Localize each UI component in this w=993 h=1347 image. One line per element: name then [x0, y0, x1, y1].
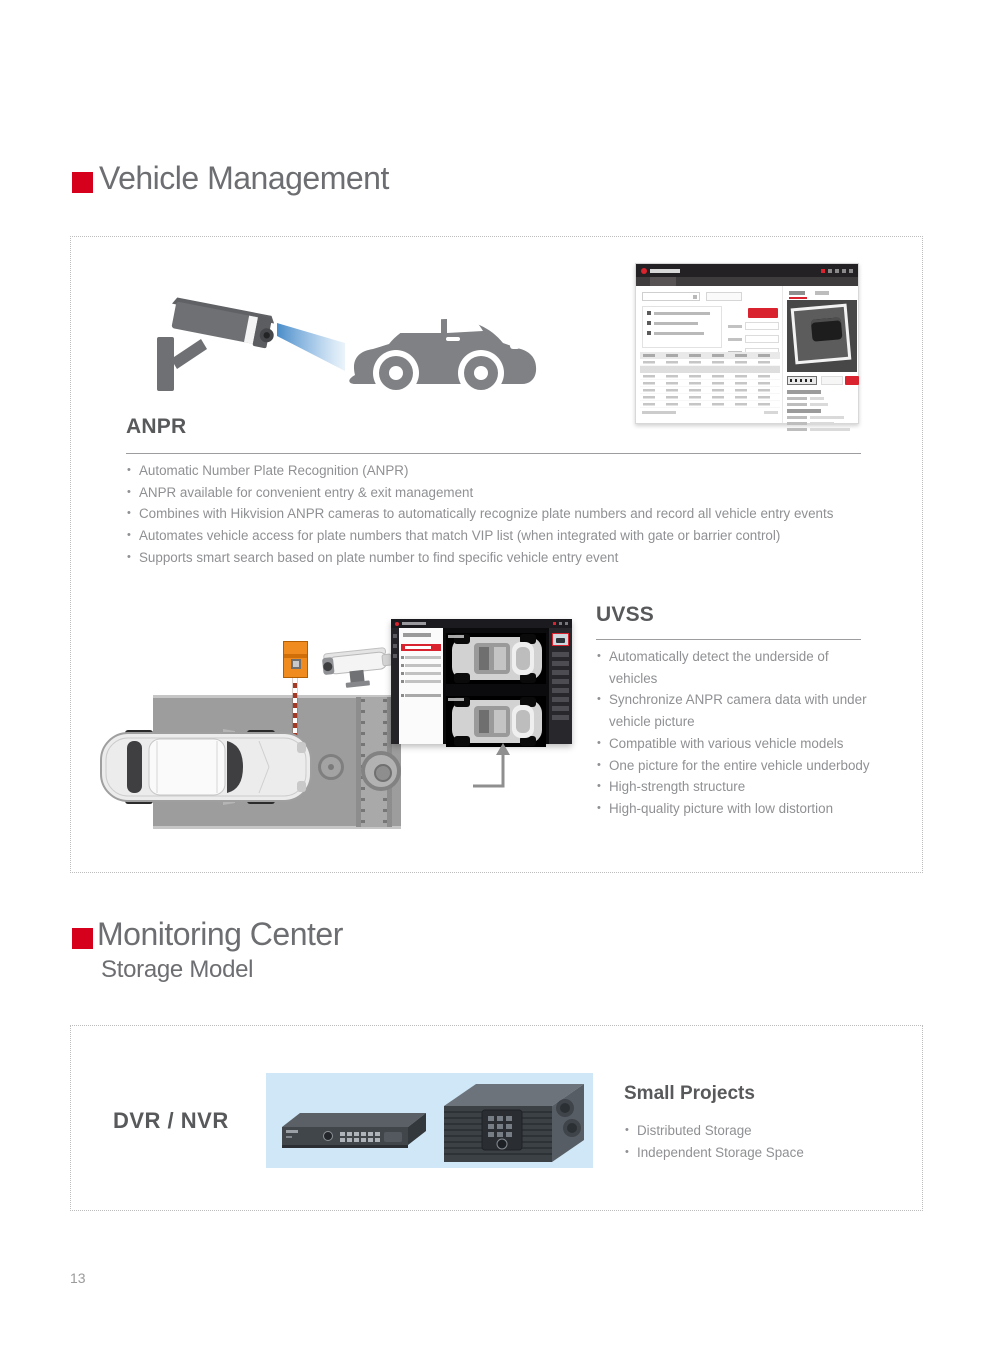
time-select: [706, 292, 742, 301]
search-input: [642, 292, 700, 301]
camera-tree-panel: [399, 628, 443, 744]
uvss-divider: [596, 639, 861, 640]
bullet-item: • Automates vehicle access for plate numbers that match VIP list (when integrated with gate or barrier control): [126, 525, 916, 547]
page-number: 13: [70, 1270, 86, 1286]
screenshot-titlebar: [636, 264, 858, 277]
small-projects-heading: Small Projects: [624, 1083, 755, 1104]
app-logo-icon: [641, 268, 647, 274]
road-fixture: [318, 754, 344, 780]
anpr-software-screenshot: [635, 263, 859, 424]
toolbar-icon: [565, 622, 568, 625]
bullet-item: • One picture for the entire vehicle underbody: [596, 755, 874, 777]
screenshot-titlebar: [391, 619, 572, 628]
vehicle-photo: [787, 300, 857, 372]
app-logo-icon: [395, 622, 399, 626]
storage-model-panel: [70, 1025, 923, 1211]
section-subtitle-storage-model: Storage Model: [101, 956, 254, 983]
app-name-text: [650, 269, 680, 273]
active-tab: [650, 277, 676, 286]
bullet-item: • High-strength structure: [596, 776, 874, 798]
underbody-image-2: [446, 696, 546, 747]
bullet-item: • Compatible with various vehicle models: [596, 733, 874, 755]
dvr-nvr-label: DVR / NVR: [113, 1108, 229, 1133]
detail-panel: [782, 286, 858, 423]
alarm-icon: [553, 622, 556, 625]
alarm-icon: [821, 269, 825, 273]
uvss-software-screenshot: [391, 619, 572, 744]
toolbar-icon: [828, 269, 832, 273]
app-name-text: [402, 622, 426, 625]
table-header: [640, 352, 780, 359]
section-bullet-icon: [72, 172, 93, 193]
plate-field: [821, 376, 843, 385]
vehicle-management-panel: [70, 236, 923, 873]
section-bullet-icon: [72, 928, 93, 949]
uvss-scanner-camera: [361, 751, 401, 791]
car-side-icon: [349, 309, 536, 396]
bullet-item: • Independent Storage Space: [624, 1142, 904, 1164]
car-top-view-graphic: [99, 729, 314, 805]
vehicle-details: [787, 390, 859, 434]
barrier-gate-graphic: [283, 641, 308, 678]
selected-tree-item: [401, 644, 441, 651]
underbody-view-area: [443, 628, 549, 744]
anpr-illustration: [149, 279, 554, 411]
underbody-image-1: [446, 633, 546, 684]
section-title-monitoring-center: Monitoring Center: [97, 916, 343, 952]
cctv-camera-icon: [167, 297, 277, 350]
dvr-nvr-photo: [266, 1073, 593, 1168]
toolbar-icon: [842, 269, 846, 273]
vehicle-thumbnail: [552, 633, 569, 646]
camera-mount: [157, 337, 207, 391]
anpr-divider: [126, 453, 861, 454]
toolbar-icon: [559, 622, 562, 625]
bullet-item: • Automatic Number Plate Recognition (ANPR): [126, 460, 916, 482]
anpr-bullet-list: [126, 460, 916, 569]
anpr-camera-device: [311, 645, 396, 691]
dvr-device-graphic: [276, 1101, 426, 1161]
selected-row: [640, 366, 780, 373]
screenshot-body: [636, 286, 858, 423]
bullet-item: • ANPR available for convenient entry & exit management: [126, 482, 916, 504]
anpr-heading: ANPR: [126, 415, 187, 438]
uvss-bullet-list: [596, 646, 874, 820]
bullet-item: • Synchronize ANPR camera data with under vehicle picture: [596, 689, 874, 732]
detail-tabs: [789, 290, 855, 298]
small-projects-bullet-list: [624, 1120, 904, 1163]
photo-frame: [791, 304, 852, 365]
cctv-camera-and-car-icon: [149, 279, 554, 411]
nvr-device-graphic: [434, 1078, 586, 1166]
thumbnail-column: [549, 628, 572, 744]
bullet-item: • Distributed Storage: [624, 1120, 904, 1142]
uvss-heading: UVSS: [596, 603, 654, 626]
user-icon: [849, 269, 853, 273]
vehicle-in-photo: [811, 317, 843, 342]
vehicle-record-table: [640, 352, 780, 416]
bullet-item: • Combines with Hikvision ANPR cameras to automatically recognize plate numbers and record all vehicle entry events: [126, 503, 916, 525]
bent-up-arrow-icon: [469, 742, 519, 790]
table-pager: [640, 409, 780, 416]
plate-search-button: [845, 376, 859, 385]
left-icon-rail: [391, 628, 399, 744]
screenshot-tabbar: [636, 277, 858, 286]
camera-checkbox-list: [642, 306, 722, 348]
camera-beam: [277, 323, 345, 371]
bullet-item: • High-quality picture with low distortion: [596, 798, 874, 820]
license-plate-thumbnail: [787, 376, 817, 385]
search-button: [748, 308, 778, 318]
bullet-item: • Automatically detect the underside of vehicles: [596, 646, 874, 689]
toolbar-icon: [835, 269, 839, 273]
section-title-vehicle-management: Vehicle Management: [99, 160, 389, 196]
bullet-item: • Supports smart search based on plate number to find specific vehicle entry event: [126, 547, 916, 569]
